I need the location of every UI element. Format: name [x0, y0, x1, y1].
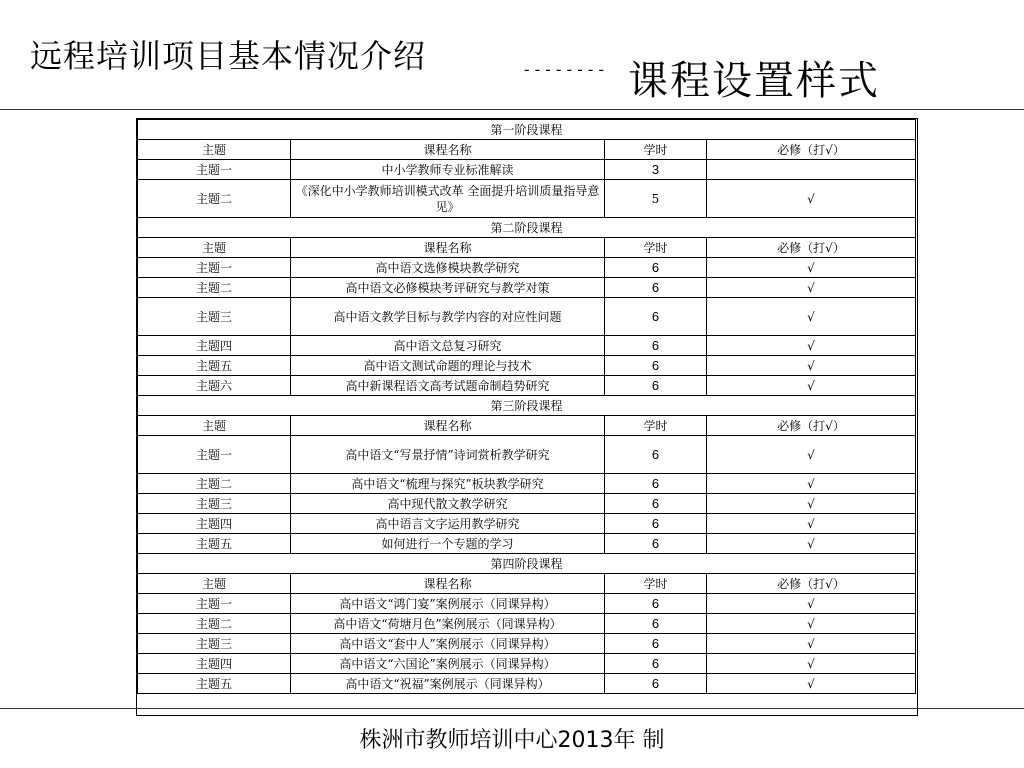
course-cell: 高中语文必修模块考评研究与教学对策	[291, 278, 605, 298]
table-row	[138, 614, 916, 634]
table-header-row	[138, 574, 916, 594]
hours-cell: 6	[605, 278, 707, 298]
topic-cell: 主题二	[138, 614, 291, 634]
course-cell: 高中语文“荷塘月色”案例展示（同课异构）	[291, 614, 605, 634]
stage-title: 第四阶段课程	[138, 554, 916, 574]
header-topic: 主题	[138, 574, 291, 594]
required-cell: √	[707, 336, 916, 356]
table-row	[138, 474, 916, 494]
course-cell: 高中语文“六国论”案例展示（同课异构）	[291, 654, 605, 674]
table-row	[138, 336, 916, 356]
table-row	[138, 298, 916, 336]
header-course: 课程名称	[291, 416, 605, 436]
header-hours: 学时	[605, 238, 707, 258]
course-cell: 高中语文“鸿门宴”案例展示（同课异构）	[291, 594, 605, 614]
table-row	[138, 436, 916, 474]
header-required: 必修（打√）	[707, 140, 916, 160]
course-cell: 高中语文选修模块教学研究	[291, 258, 605, 278]
bottom-divider	[0, 708, 1024, 709]
table-header-row	[138, 140, 916, 160]
course-cell: 高中语文“祝福”案例展示（同课异构）	[291, 674, 605, 694]
required-cell: √	[707, 534, 916, 554]
header-hours: 学时	[605, 416, 707, 436]
topic-cell: 主题三	[138, 494, 291, 514]
stage-title-row	[138, 396, 916, 416]
topic-cell: 主题二	[138, 278, 291, 298]
header-topic: 主题	[138, 416, 291, 436]
header-hours: 学时	[605, 140, 707, 160]
title-separator: --------	[522, 60, 608, 79]
table-row	[138, 594, 916, 614]
topic-cell: 主题五	[138, 674, 291, 694]
course-cell: 高中现代散文教学研究	[291, 494, 605, 514]
required-cell: √	[707, 258, 916, 278]
table-row	[138, 494, 916, 514]
table-row	[138, 654, 916, 674]
course-cell: 如何进行一个专题的学习	[291, 534, 605, 554]
hours-cell: 6	[605, 634, 707, 654]
course-cell: 高中语文“梳理与探究”板块教学研究	[291, 474, 605, 494]
hours-cell: 6	[605, 376, 707, 396]
hours-cell: 6	[605, 514, 707, 534]
hours-cell: 6	[605, 474, 707, 494]
table-header-row	[138, 416, 916, 436]
required-cell: √	[707, 436, 916, 474]
section-title: 课程设置样式	[628, 58, 880, 104]
course-cell: 高中语言文字运用教学研究	[291, 514, 605, 534]
header-course: 课程名称	[291, 238, 605, 258]
header-required: 必修（打√）	[707, 238, 916, 258]
topic-cell: 主题四	[138, 654, 291, 674]
header-hours: 学时	[605, 574, 707, 594]
course-cell: 高中语文测试命题的理论与技术	[291, 356, 605, 376]
header-course: 课程名称	[291, 574, 605, 594]
hours-cell: 6	[605, 494, 707, 514]
table-row	[138, 634, 916, 654]
required-cell: √	[707, 494, 916, 514]
header-course: 课程名称	[291, 140, 605, 160]
topic-cell: 主题六	[138, 376, 291, 396]
header-topic: 主题	[138, 238, 291, 258]
hours-cell: 6	[605, 356, 707, 376]
hours-cell: 6	[605, 674, 707, 694]
page-title: 远程培训项目基本情况介绍	[30, 37, 427, 75]
table-row	[138, 514, 916, 534]
table-row	[138, 258, 916, 278]
required-cell: √	[707, 654, 916, 674]
table-row	[138, 160, 916, 180]
course-table	[137, 119, 916, 694]
hours-cell: 6	[605, 298, 707, 336]
required-cell: √	[707, 278, 916, 298]
course-cell: 高中语文教学目标与教学内容的对应性问题	[291, 298, 605, 336]
course-table-container	[136, 118, 918, 716]
required-cell: √	[707, 634, 916, 654]
table-row	[138, 278, 916, 298]
topic-cell: 主题一	[138, 436, 291, 474]
topic-cell: 主题五	[138, 356, 291, 376]
topic-cell: 主题四	[138, 514, 291, 534]
required-cell	[707, 160, 916, 180]
table-row	[138, 376, 916, 396]
required-cell: √	[707, 376, 916, 396]
topic-cell: 主题三	[138, 634, 291, 654]
hours-cell: 6	[605, 336, 707, 356]
course-cell: 高中语文总复习研究	[291, 336, 605, 356]
course-cell: 《深化中小学教师培训模式改革 全面提升培训质量指导意见》	[291, 180, 605, 218]
stage-title: 第三阶段课程	[138, 396, 916, 416]
required-cell: √	[707, 474, 916, 494]
topic-cell: 主题五	[138, 534, 291, 554]
hours-cell: 3	[605, 160, 707, 180]
stage-title: 第二阶段课程	[138, 218, 916, 238]
course-cell: 高中新课程语文高考试题命制趋势研究	[291, 376, 605, 396]
header-required: 必修（打√）	[707, 416, 916, 436]
stage-title-row	[138, 554, 916, 574]
required-cell: √	[707, 180, 916, 218]
table-row	[138, 534, 916, 554]
hours-cell: 6	[605, 594, 707, 614]
required-cell: √	[707, 298, 916, 336]
required-cell: √	[707, 514, 916, 534]
stage-title: 第一阶段课程	[138, 120, 916, 140]
header-topic: 主题	[138, 140, 291, 160]
topic-cell: 主题一	[138, 258, 291, 278]
hours-cell: 6	[605, 614, 707, 634]
table-header-row	[138, 238, 916, 258]
hours-cell: 6	[605, 654, 707, 674]
stage-title-row	[138, 120, 916, 140]
top-divider	[0, 109, 1024, 110]
hours-cell: 5	[605, 180, 707, 218]
topic-cell: 主题一	[138, 160, 291, 180]
hours-cell: 6	[605, 534, 707, 554]
topic-cell: 主题二	[138, 180, 291, 218]
course-cell: 高中语文“写景抒情”诗词赏析教学研究	[291, 436, 605, 474]
hours-cell: 6	[605, 258, 707, 278]
header-required: 必修（打√）	[707, 574, 916, 594]
required-cell: √	[707, 356, 916, 376]
topic-cell: 主题四	[138, 336, 291, 356]
course-cell: 高中语文“套中人”案例展示（同课异构）	[291, 634, 605, 654]
required-cell: √	[707, 614, 916, 634]
table-row	[138, 180, 916, 218]
table-row	[138, 356, 916, 376]
topic-cell: 主题一	[138, 594, 291, 614]
topic-cell: 主题三	[138, 298, 291, 336]
hours-cell: 6	[605, 436, 707, 474]
required-cell: √	[707, 674, 916, 694]
topic-cell: 主题二	[138, 474, 291, 494]
course-cell: 中小学教师专业标准解读	[291, 160, 605, 180]
footer-credit: 株洲市教师培训中心2013年 制	[359, 728, 665, 753]
required-cell: √	[707, 594, 916, 614]
table-row	[138, 674, 916, 694]
stage-title-row	[138, 218, 916, 238]
